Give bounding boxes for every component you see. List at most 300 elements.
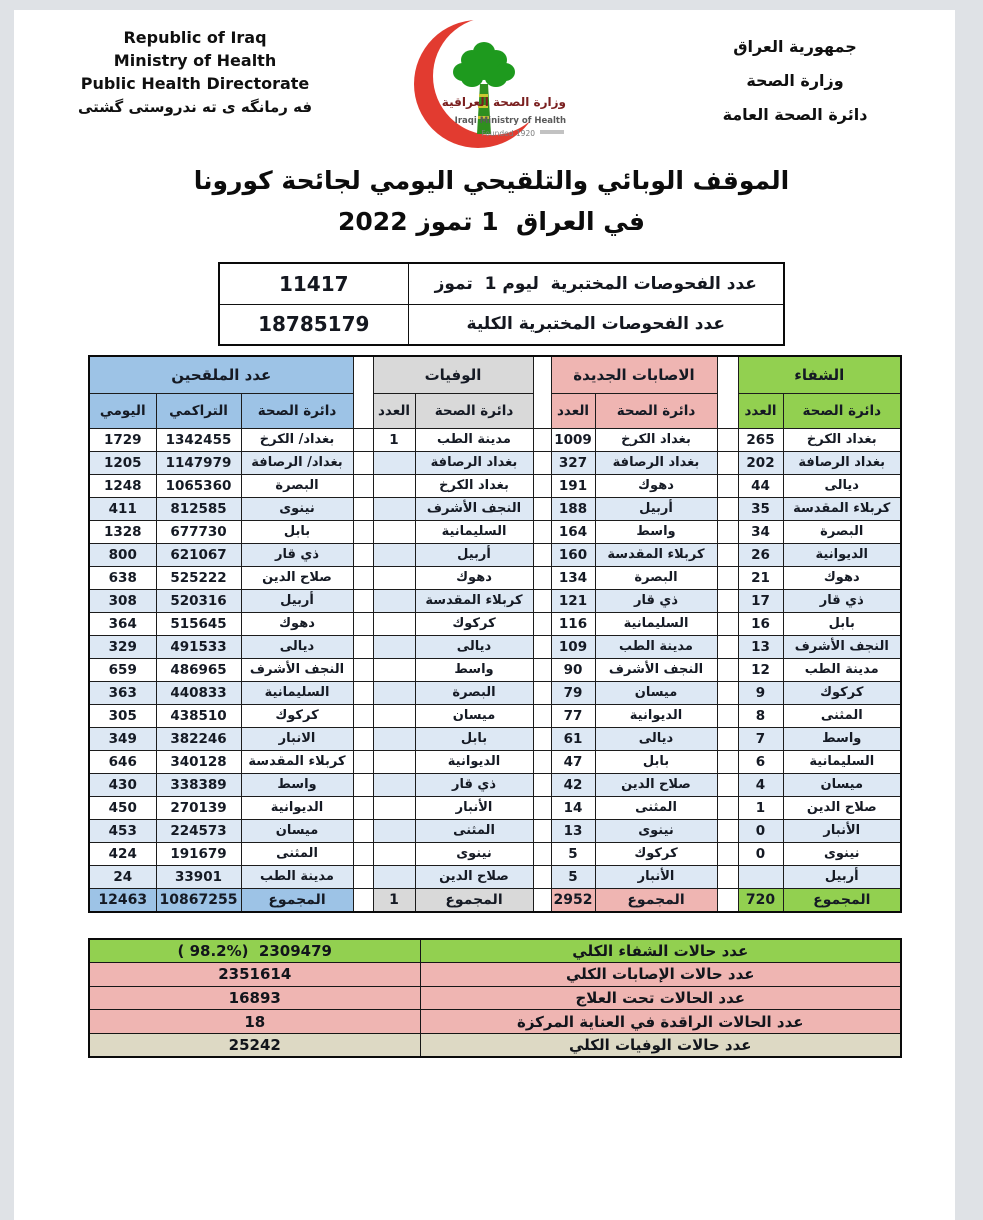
count-cell: 134 [551, 566, 595, 589]
daily-cell: 453 [89, 819, 156, 842]
count-cell: 13 [738, 635, 783, 658]
dept-cell: ميسان [241, 819, 353, 842]
data-row [89, 773, 901, 796]
count-cell [373, 589, 415, 612]
separator-cell [353, 612, 373, 635]
data-row [89, 612, 901, 635]
count-cell: 121 [551, 589, 595, 612]
dept-cell: أربيل [783, 865, 901, 888]
count-cell [373, 773, 415, 796]
dept-cell: بغداد الكرخ [595, 428, 717, 451]
count-cell: 116 [551, 612, 595, 635]
separator-cell [533, 497, 551, 520]
separator-cell [353, 819, 373, 842]
dept-cell: البصرة [241, 474, 353, 497]
summary-value: ( 98.2%) 2309479 [89, 939, 420, 963]
dept-cell: الانبار [241, 727, 353, 750]
daily-cell: 1205 [89, 451, 156, 474]
cumulative-cell: 33901 [156, 865, 241, 888]
dept-cell: البصرة [415, 681, 533, 704]
separator-cell [353, 474, 373, 497]
summary-label: عدد حالات الشفاء الكلي [420, 939, 901, 963]
separator-cell [717, 474, 738, 497]
dept-cell: نينوى [415, 842, 533, 865]
count-cell [373, 658, 415, 681]
separator-cell [717, 681, 738, 704]
dept-cell: كركوك [241, 704, 353, 727]
separator-cell [533, 635, 551, 658]
title-line-1: الموقف الوبائي والتلقيحي اليومي لجائحة كورونا [193, 166, 790, 195]
separator-cell [533, 842, 551, 865]
dept-cell: الأنبار [415, 796, 533, 819]
separator-cell [353, 796, 373, 819]
logo-english-name: Iraqi Ministry of Health [454, 116, 566, 126]
separator-cell [717, 356, 738, 428]
data-row [89, 704, 901, 727]
separator-cell [533, 451, 551, 474]
data-row [89, 842, 901, 865]
cumulative-cell: 382246 [156, 727, 241, 750]
separator-cell [353, 520, 373, 543]
count-cell [373, 497, 415, 520]
count-cell: 1 [738, 796, 783, 819]
cumulative-cell: 340128 [156, 750, 241, 773]
test-value: 11417 [219, 263, 408, 304]
cumulative-cell: 224573 [156, 819, 241, 842]
dept-cell: السليمانية [415, 520, 533, 543]
data-row [89, 451, 901, 474]
tests-table [218, 262, 785, 346]
summary-row [89, 1010, 901, 1034]
separator-cell [353, 750, 373, 773]
dept-cell: ذي قار [595, 589, 717, 612]
summary-label: عدد الحالات الراقدة في العناية المركزة [420, 1010, 901, 1034]
arabic-line: جمهورية العراق [733, 37, 857, 56]
dept-cell: ميسان [595, 681, 717, 704]
daily-cell: 1729 [89, 428, 156, 451]
test-value: 18785179 [219, 304, 408, 345]
cumulative-cell: 270139 [156, 796, 241, 819]
summary-row [89, 1033, 901, 1057]
count-cell: 34 [738, 520, 783, 543]
separator-cell [533, 658, 551, 681]
dept-cell: ميسان [415, 704, 533, 727]
separator-cell [717, 428, 738, 451]
test-label: عدد الفحوصات المختبرية ليوم 1 تموز [408, 263, 784, 304]
separator-cell [533, 520, 551, 543]
separator-cell [717, 635, 738, 658]
count-cell: 7 [738, 727, 783, 750]
cumulative-cell: 191679 [156, 842, 241, 865]
summary-label: عدد حالات الوفيات الكلي [420, 1033, 901, 1057]
separator-cell [533, 543, 551, 566]
separator-cell [353, 773, 373, 796]
cumulative-cell: 515645 [156, 612, 241, 635]
cumulative-cell: 812585 [156, 497, 241, 520]
daily-cell: 800 [89, 543, 156, 566]
dept-cell: كربلاء المقدسة [595, 543, 717, 566]
dept-cell: دهوك [783, 566, 901, 589]
dept-cell: البصرة [783, 520, 901, 543]
dept-cell: ذي قار [241, 543, 353, 566]
test-label: عدد الفحوصات المختبرية الكلية [408, 304, 784, 345]
total-row [89, 888, 901, 912]
english-line: Ministry of Health [113, 51, 277, 70]
data-row [89, 727, 901, 750]
column-header-dept: دائرة الصحة [595, 393, 717, 428]
separator-cell [717, 819, 738, 842]
cumulative-cell: 438510 [156, 704, 241, 727]
summary-value: 25242 [89, 1033, 420, 1057]
dept-cell: النجف الأشرف [595, 658, 717, 681]
total-label-cell: المجموع [595, 888, 717, 912]
total-daily-cell: 12463 [89, 888, 156, 912]
total-count-cell: 2952 [551, 888, 595, 912]
count-cell: 21 [738, 566, 783, 589]
count-cell: 0 [738, 819, 783, 842]
daily-cell: 363 [89, 681, 156, 704]
summary-table [88, 938, 902, 1058]
daily-cell: 430 [89, 773, 156, 796]
dept-cell: المثنى [241, 842, 353, 865]
total-label-cell: المجموع [783, 888, 901, 912]
separator-cell [717, 520, 738, 543]
separator-cell [533, 704, 551, 727]
daily-cell: 308 [89, 589, 156, 612]
dept-cell: الديوانية [241, 796, 353, 819]
dept-cell: بغداد/ الرصافة [241, 451, 353, 474]
daily-cell: 349 [89, 727, 156, 750]
separator-cell [533, 750, 551, 773]
daily-cell: 659 [89, 658, 156, 681]
count-cell: 79 [551, 681, 595, 704]
data-row [89, 543, 901, 566]
column-header-dept: دائرة الصحة [415, 393, 533, 428]
data-row [89, 796, 901, 819]
count-cell: 188 [551, 497, 595, 520]
summary-label: عدد حالات الإصابات الكلي [420, 963, 901, 987]
english-header [68, 26, 322, 119]
cumulative-cell: 525222 [156, 566, 241, 589]
dept-cell: كربلاء المقدسة [783, 497, 901, 520]
separator-cell [533, 681, 551, 704]
count-cell: 164 [551, 520, 595, 543]
daily-cell: 329 [89, 635, 156, 658]
count-cell: 160 [551, 543, 595, 566]
total-count-cell: 720 [738, 888, 783, 912]
daily-cell: 424 [89, 842, 156, 865]
dept-cell: دهوك [415, 566, 533, 589]
dept-cell: صلاح الدين [595, 773, 717, 796]
daily-cell: 1248 [89, 474, 156, 497]
count-cell: 191 [551, 474, 595, 497]
separator-cell [717, 773, 738, 796]
dept-cell: نينوى [595, 819, 717, 842]
count-cell: 265 [738, 428, 783, 451]
separator-cell [717, 612, 738, 635]
separator-cell [353, 543, 373, 566]
dept-cell: النجف الأشرف [415, 497, 533, 520]
dept-cell: بابل [783, 612, 901, 635]
count-cell: 61 [551, 727, 595, 750]
section-title-recovery: الشفاء [738, 356, 901, 393]
dept-cell: المثنى [783, 704, 901, 727]
dept-cell: واسط [595, 520, 717, 543]
dept-cell: كربلاء المقدسة [241, 750, 353, 773]
total-count-cell: 1 [373, 888, 415, 912]
test-row [219, 263, 784, 304]
count-cell: 90 [551, 658, 595, 681]
dept-cell: صلاح الدين [415, 865, 533, 888]
separator-cell [717, 727, 738, 750]
dept-cell: ذي قار [783, 589, 901, 612]
separator-cell [353, 842, 373, 865]
dept-cell: كركوك [415, 612, 533, 635]
arabic-line: دائرة الصحة العامة [722, 105, 868, 124]
separator-cell [717, 566, 738, 589]
dept-cell: بابل [241, 520, 353, 543]
count-cell [373, 865, 415, 888]
separator-cell [717, 842, 738, 865]
dept-cell: أربيل [595, 497, 717, 520]
separator-cell [353, 658, 373, 681]
dept-cell: كركوك [595, 842, 717, 865]
arabic-header [703, 30, 887, 132]
count-cell: 42 [551, 773, 595, 796]
logo-arabic-name: وزارة الصحة العراقية [441, 95, 566, 109]
summary-value: 18 [89, 1010, 420, 1034]
summary-label: عدد الحالات تحت العلاج [420, 986, 901, 1010]
count-cell: 47 [551, 750, 595, 773]
summary-row [89, 986, 901, 1010]
daily-cell: 450 [89, 796, 156, 819]
cumulative-cell: 1147979 [156, 451, 241, 474]
dept-cell: البصرة [595, 566, 717, 589]
separator-cell [717, 497, 738, 520]
dept-cell: نينوى [241, 497, 353, 520]
section-header-row [89, 356, 901, 393]
daily-cell: 1328 [89, 520, 156, 543]
dept-cell: كركوك [783, 681, 901, 704]
separator-cell [353, 635, 373, 658]
daily-cell: 24 [89, 865, 156, 888]
separator-cell [353, 428, 373, 451]
data-row [89, 635, 901, 658]
data-row [89, 589, 901, 612]
total-cumulative-cell: 10867255 [156, 888, 241, 912]
column-header-row [89, 393, 901, 428]
logo-founded-text: Founded 1920 [481, 129, 535, 138]
count-cell [373, 635, 415, 658]
count-cell: 5 [551, 865, 595, 888]
dept-cell: المثنى [415, 819, 533, 842]
dept-cell: الديوانية [595, 704, 717, 727]
section-title-vaccinated: عدد الملقحين [89, 356, 353, 393]
dept-cell: الديوانية [783, 543, 901, 566]
daily-cell: 305 [89, 704, 156, 727]
count-cell [373, 681, 415, 704]
section-title-new_cases: الاصابات الجديدة [551, 356, 717, 393]
summary-value: 2351614 [89, 963, 420, 987]
separator-cell [533, 888, 551, 912]
column-header-count: العدد [551, 393, 595, 428]
column-header-count: العدد [738, 393, 783, 428]
dept-cell: ديالى [241, 635, 353, 658]
daily-cell: 411 [89, 497, 156, 520]
count-cell: 109 [551, 635, 595, 658]
separator-cell [717, 888, 738, 912]
count-cell: 1009 [551, 428, 595, 451]
summary-value: 16893 [89, 986, 420, 1010]
separator-cell [353, 566, 373, 589]
data-row [89, 681, 901, 704]
dept-cell: كربلاء المقدسة [415, 589, 533, 612]
dept-cell: المثنى [595, 796, 717, 819]
count-cell: 13 [551, 819, 595, 842]
dept-cell: بغداد الرصافة [415, 451, 533, 474]
dept-cell: أربيل [241, 589, 353, 612]
dept-cell: مدينة الطب [783, 658, 901, 681]
dept-cell: دهوك [595, 474, 717, 497]
separator-cell [717, 543, 738, 566]
dept-cell: السليمانية [241, 681, 353, 704]
separator-cell [533, 727, 551, 750]
separator-cell [353, 727, 373, 750]
dept-cell: واسط [415, 658, 533, 681]
dept-cell: الأنبار [783, 819, 901, 842]
dept-cell: دهوك [241, 612, 353, 635]
total-label-cell: المجموع [415, 888, 533, 912]
count-cell: 12 [738, 658, 783, 681]
dept-cell: الديوانية [415, 750, 533, 773]
separator-cell [353, 704, 373, 727]
cumulative-cell: 1065360 [156, 474, 241, 497]
count-cell [373, 612, 415, 635]
cumulative-cell: 338389 [156, 773, 241, 796]
separator-cell [533, 356, 551, 428]
separator-cell [353, 681, 373, 704]
dept-cell: بغداد الكرخ [783, 428, 901, 451]
count-cell: 5 [551, 842, 595, 865]
dept-cell: السليمانية [595, 612, 717, 635]
separator-cell [353, 865, 373, 888]
count-cell: 44 [738, 474, 783, 497]
separator-cell [353, 356, 373, 428]
daily-cell: 638 [89, 566, 156, 589]
cumulative-cell: 486965 [156, 658, 241, 681]
separator-cell [717, 750, 738, 773]
page-title [0, 160, 983, 242]
separator-cell [353, 888, 373, 912]
count-cell: 9 [738, 681, 783, 704]
dept-cell: صلاح الدين [783, 796, 901, 819]
column-header-cumulative: التراكمي [156, 393, 241, 428]
data-row [89, 750, 901, 773]
count-cell: 8 [738, 704, 783, 727]
column-header-count: العدد [373, 393, 415, 428]
separator-cell [717, 865, 738, 888]
count-cell: 35 [738, 497, 783, 520]
cumulative-cell: 440833 [156, 681, 241, 704]
dept-cell: السليمانية [783, 750, 901, 773]
count-cell: 327 [551, 451, 595, 474]
separator-cell [353, 451, 373, 474]
summary-row [89, 963, 901, 987]
data-row [89, 497, 901, 520]
separator-cell [533, 796, 551, 819]
dept-cell: بغداد الرصافة [595, 451, 717, 474]
cumulative-cell: 621067 [156, 543, 241, 566]
dept-cell: ميسان [783, 773, 901, 796]
english-line: Republic of Iraq [123, 28, 267, 47]
data-row [89, 428, 901, 451]
total-label-cell: المجموع [241, 888, 353, 912]
data-row [89, 819, 901, 842]
dept-cell: بابل [415, 727, 533, 750]
count-cell: 6 [738, 750, 783, 773]
cumulative-cell: 520316 [156, 589, 241, 612]
count-cell: 1 [373, 428, 415, 451]
dept-cell: بغداد الكرخ [415, 474, 533, 497]
separator-cell [533, 612, 551, 635]
separator-cell [353, 589, 373, 612]
arabic-line: وزارة الصحة [746, 71, 844, 90]
count-cell [373, 750, 415, 773]
count-cell: 0 [738, 842, 783, 865]
dept-cell: بغداد/ الكرخ [241, 428, 353, 451]
dept-cell: النجف الأشرف [241, 658, 353, 681]
kurdish-line: فه رمانگه ی ته ندروستی گشتی [77, 98, 313, 116]
cumulative-cell: 1342455 [156, 428, 241, 451]
count-cell [373, 842, 415, 865]
count-cell [373, 474, 415, 497]
count-cell [373, 543, 415, 566]
dept-cell: الأنبار [595, 865, 717, 888]
count-cell: 16 [738, 612, 783, 635]
count-cell [373, 566, 415, 589]
dept-cell: بابل [595, 750, 717, 773]
dept-cell: مدينة الطب [595, 635, 717, 658]
separator-cell [533, 566, 551, 589]
daily-cell: 646 [89, 750, 156, 773]
data-row [89, 658, 901, 681]
dept-cell: نينوى [783, 842, 901, 865]
dept-cell: ديالى [783, 474, 901, 497]
separator-cell [717, 451, 738, 474]
separator-cell [717, 589, 738, 612]
english-line: Public Health Directorate [80, 74, 310, 93]
ministry-logo [400, 6, 598, 162]
separator-cell [533, 428, 551, 451]
separator-cell [533, 865, 551, 888]
separator-cell [533, 474, 551, 497]
dept-cell: أربيل [415, 543, 533, 566]
dept-cell: بغداد الرصافة [783, 451, 901, 474]
count-cell [373, 704, 415, 727]
dept-cell: واسط [783, 727, 901, 750]
count-cell: 77 [551, 704, 595, 727]
data-row [89, 865, 901, 888]
separator-cell [353, 497, 373, 520]
count-cell: 17 [738, 589, 783, 612]
title-line-2: في العراق 1 تموز 2022 [338, 207, 645, 236]
separator-cell [533, 773, 551, 796]
dept-cell: صلاح الدين [241, 566, 353, 589]
column-header-dept: دائرة الصحة [783, 393, 901, 428]
data-row [89, 474, 901, 497]
dept-cell: النجف الأشرف [783, 635, 901, 658]
test-row [219, 304, 784, 345]
